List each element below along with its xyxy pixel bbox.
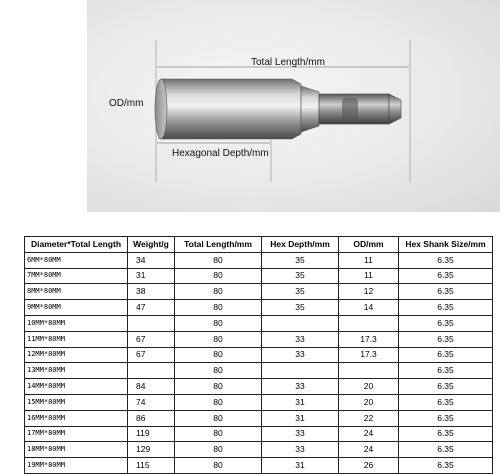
table-row	[25, 300, 493, 316]
cell-weight: 119	[128, 426, 175, 442]
cell-od: 24	[339, 442, 399, 458]
cell-hex-shank: 6.35	[399, 252, 493, 268]
cell-hex-shank: 6.35	[399, 426, 493, 442]
cell-size: 16MM*80MM	[25, 410, 128, 426]
cell-hex-depth: 33	[262, 331, 339, 347]
table-row	[25, 252, 493, 268]
cell-hex-depth: 35	[262, 300, 339, 316]
cell-total-length: 80	[175, 252, 262, 268]
cell-hex-shank: 6.35	[399, 379, 493, 395]
cell-od: 11	[339, 252, 399, 268]
cell-od: 14	[339, 300, 399, 316]
cell-size: 14MM*80MM	[25, 379, 128, 395]
table-row	[25, 347, 493, 363]
table-row	[25, 268, 493, 284]
cell-weight: 31	[128, 268, 175, 284]
cell-hex-depth: 31	[262, 410, 339, 426]
table-row	[25, 331, 493, 347]
cell-weight: 47	[128, 300, 175, 316]
cell-size: 8MM*80MM	[25, 284, 128, 300]
cell-hex-depth: 35	[262, 252, 339, 268]
cell-total-length: 80	[175, 347, 262, 363]
cell-od	[339, 315, 399, 331]
header-od: OD/mm	[339, 237, 399, 253]
table-row	[25, 458, 493, 474]
cell-total-length: 80	[175, 363, 262, 379]
header-hex-depth: Hex Depth/mm	[262, 237, 339, 253]
total-length-label: Total Length/mm	[251, 57, 325, 68]
cell-size: 11MM*80MM	[25, 331, 128, 347]
cell-size: 15MM*80MM	[25, 394, 128, 410]
cell-size: 13MM*80MM	[25, 363, 128, 379]
cell-hex-shank: 6.35	[399, 458, 493, 474]
cell-size: 10MM*80MM	[25, 315, 128, 331]
cell-hex-depth: 33	[262, 426, 339, 442]
cell-size: 19MM*80MM	[25, 458, 128, 474]
cell-od: 26	[339, 458, 399, 474]
cell-weight	[128, 363, 175, 379]
cell-size: 6MM*80MM	[25, 252, 128, 268]
cell-weight: 86	[128, 410, 175, 426]
table-row	[25, 394, 493, 410]
cell-hex-shank: 6.35	[399, 284, 493, 300]
cell-hex-depth: 33	[262, 379, 339, 395]
cell-hex-depth: 35	[262, 284, 339, 300]
socket-bit-illustration	[87, 0, 500, 212]
cell-hex-depth	[262, 315, 339, 331]
cell-hex-shank: 6.35	[399, 410, 493, 426]
cell-hex-shank: 6.35	[399, 347, 493, 363]
cell-od: 20	[339, 394, 399, 410]
cell-weight	[128, 315, 175, 331]
cell-weight: 38	[128, 284, 175, 300]
cell-total-length: 80	[175, 394, 262, 410]
table-row	[25, 442, 493, 458]
cell-size: 9MM*80MM	[25, 300, 128, 316]
cell-hex-shank: 6.35	[399, 315, 493, 331]
cell-weight: 84	[128, 379, 175, 395]
table-row	[25, 410, 493, 426]
cell-hex-shank: 6.35	[399, 331, 493, 347]
cell-size: 18MM*80MM	[25, 442, 128, 458]
cell-total-length: 80	[175, 410, 262, 426]
cell-hex-shank: 6.35	[399, 442, 493, 458]
cell-od: 12	[339, 284, 399, 300]
cell-weight: 67	[128, 331, 175, 347]
cell-od: 20	[339, 379, 399, 395]
cell-od: 17.3	[339, 347, 399, 363]
cell-hex-shank: 6.35	[399, 268, 493, 284]
cell-weight: 34	[128, 252, 175, 268]
cell-od: 22	[339, 410, 399, 426]
cell-hex-shank: 6.35	[399, 363, 493, 379]
cell-hex-shank: 6.35	[399, 394, 493, 410]
cell-od	[339, 363, 399, 379]
header-hex-shank-size: Hex Shank Size/mm	[399, 237, 493, 253]
cell-total-length: 80	[175, 331, 262, 347]
cell-hex-depth: 31	[262, 394, 339, 410]
cell-total-length: 80	[175, 268, 262, 284]
header-weight: Weight/g	[128, 237, 175, 253]
table-row	[25, 284, 493, 300]
table-row	[25, 379, 493, 395]
cell-hex-depth: 33	[262, 347, 339, 363]
table-row	[25, 315, 493, 331]
header-total-length: Total Length/mm	[175, 237, 262, 253]
cell-hex-shank: 6.35	[399, 300, 493, 316]
cell-hex-depth: 33	[262, 442, 339, 458]
od-label: OD/mm	[109, 98, 144, 109]
cell-total-length: 80	[175, 458, 262, 474]
cell-total-length: 80	[175, 315, 262, 331]
cell-od: 17.3	[339, 331, 399, 347]
cell-total-length: 80	[175, 426, 262, 442]
cell-hex-depth: 31	[262, 458, 339, 474]
cell-weight: 129	[128, 442, 175, 458]
cell-total-length: 80	[175, 300, 262, 316]
table-row	[25, 426, 493, 442]
cell-total-length: 80	[175, 284, 262, 300]
cell-total-length: 80	[175, 379, 262, 395]
cell-size: 7MM*80MM	[25, 268, 128, 284]
specification-table	[24, 236, 493, 474]
table-header	[25, 237, 493, 253]
cell-weight: 115	[128, 458, 175, 474]
header-diameter-total-length: Diameter*Total Length	[25, 237, 128, 253]
cell-od: 24	[339, 426, 399, 442]
cell-weight: 67	[128, 347, 175, 363]
table-body	[25, 252, 493, 473]
cell-hex-depth	[262, 363, 339, 379]
table-row	[25, 363, 493, 379]
cell-od: 11	[339, 268, 399, 284]
hexagonal-depth-label: Hexagonal Depth/mm	[172, 148, 269, 159]
cell-size: 17MM*80MM	[25, 426, 128, 442]
cell-hex-depth: 35	[262, 268, 339, 284]
cell-weight: 74	[128, 394, 175, 410]
cell-size: 12MM*80MM	[25, 347, 128, 363]
cell-total-length: 80	[175, 442, 262, 458]
product-photo	[87, 0, 500, 212]
